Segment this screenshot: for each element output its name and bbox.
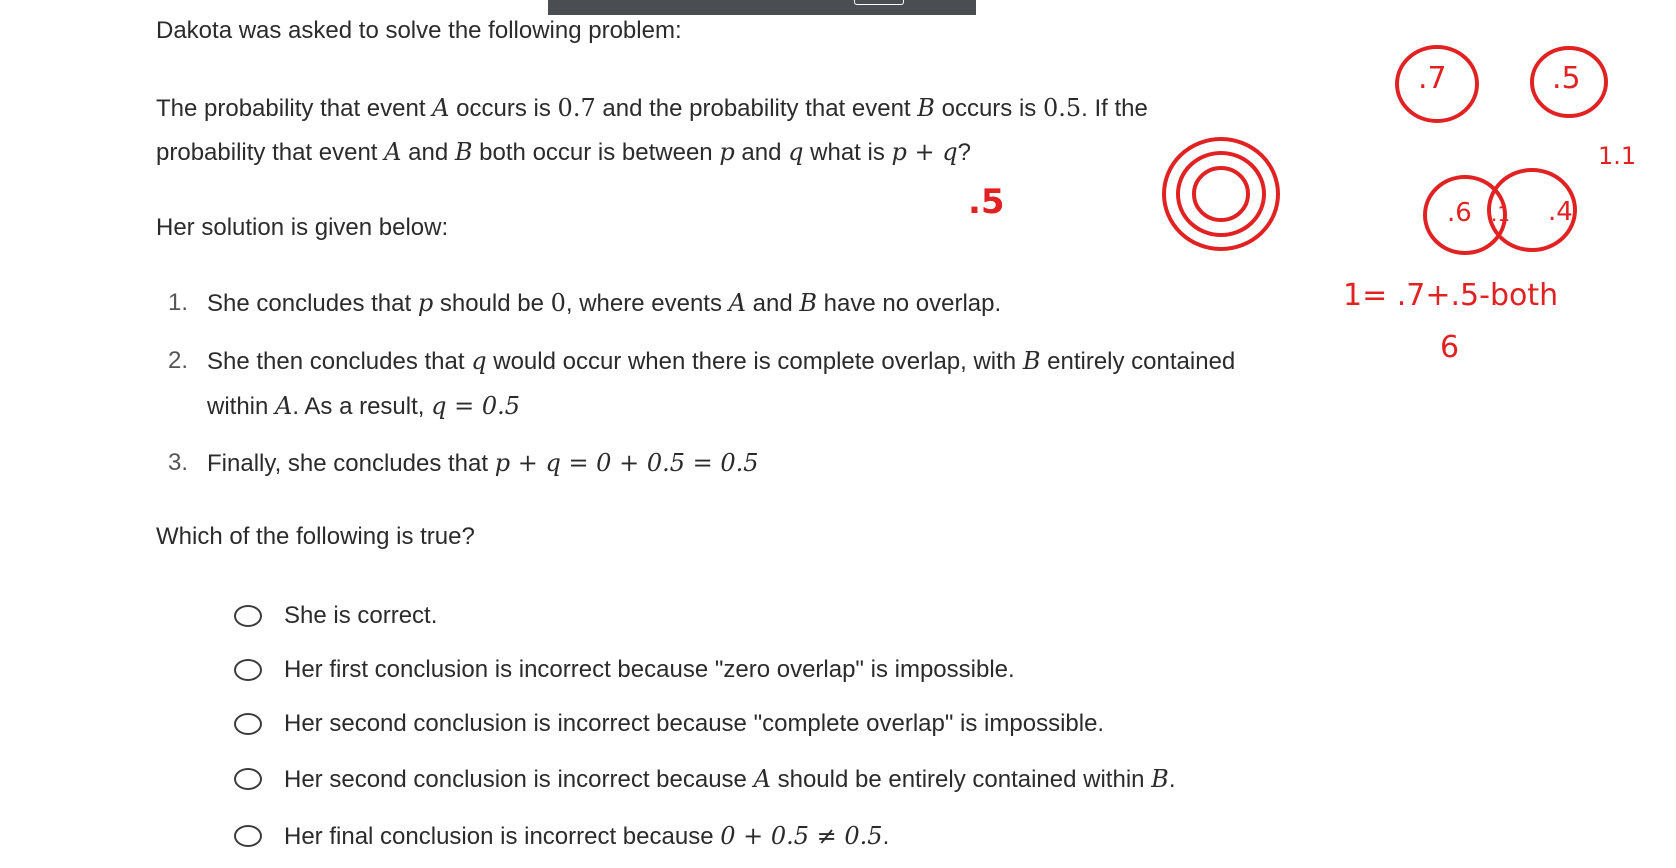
ink-label-a: .7 [1418,61,1447,96]
step-1-text: She concludes that p should be 0, where events A and B have no overlap. [207,289,1002,317]
solution-intro: Her solution is given below: [156,214,449,241]
choice-label: Her second conclusion is incorrect because "complete overlap" is impossible. [284,710,1105,737]
choice-label: Her first conclusion is incorrect because "zero overlap" is impossible. [284,656,1015,683]
ink-below-equation: 6 [1440,330,1460,365]
step-3-text: Finally, she concludes that p + q = 0 + 0.5 = 0.5 [207,449,759,477]
choice-label: Her final conclusion is incorrect because 0 + 0.5 ≠ 0.5. [284,821,890,850]
choice-label: She is correct. [284,602,438,629]
intro-text: Dakota was asked to solve the following problem: [156,17,682,44]
question-text: Which of the following is true? [156,523,475,550]
ink-doodle-inner [1194,168,1248,220]
step-number: 1. [168,289,189,316]
ink-doodle-middle [1178,153,1264,235]
step-number: 2. [168,347,189,374]
step-2-text-line-1: She then concludes that q would occur when there is complete overlap, with B entirely contained [207,347,1236,375]
ink-doodle-outer [1164,139,1278,249]
ink-equation: 1= .7+.5-both [1343,278,1559,313]
ink-venn-right-value: .4 [1548,197,1573,227]
problem-line-1: The probability that event A occurs is 0.7 and the probability that event B occurs is 0.5. If the [156,94,1148,122]
step-number: 3. [168,449,189,476]
ink-label-b: .5 [1552,61,1581,96]
step-2-text-line-2: within A. As a result, q = 0.5 [207,392,521,420]
problem-line-2: probability that event A and B both occur is between p and q what is p + q? [156,138,971,166]
ink-total: 1.1 [1598,142,1637,170]
ink-venn-overlap-value: .1 [1491,202,1511,226]
choice-label: Her second conclusion is incorrect because A should be entirely contained within B. [284,764,1176,793]
ink-mid-half: .5 [968,182,1005,222]
ink-venn-left-value: .6 [1447,198,1472,228]
